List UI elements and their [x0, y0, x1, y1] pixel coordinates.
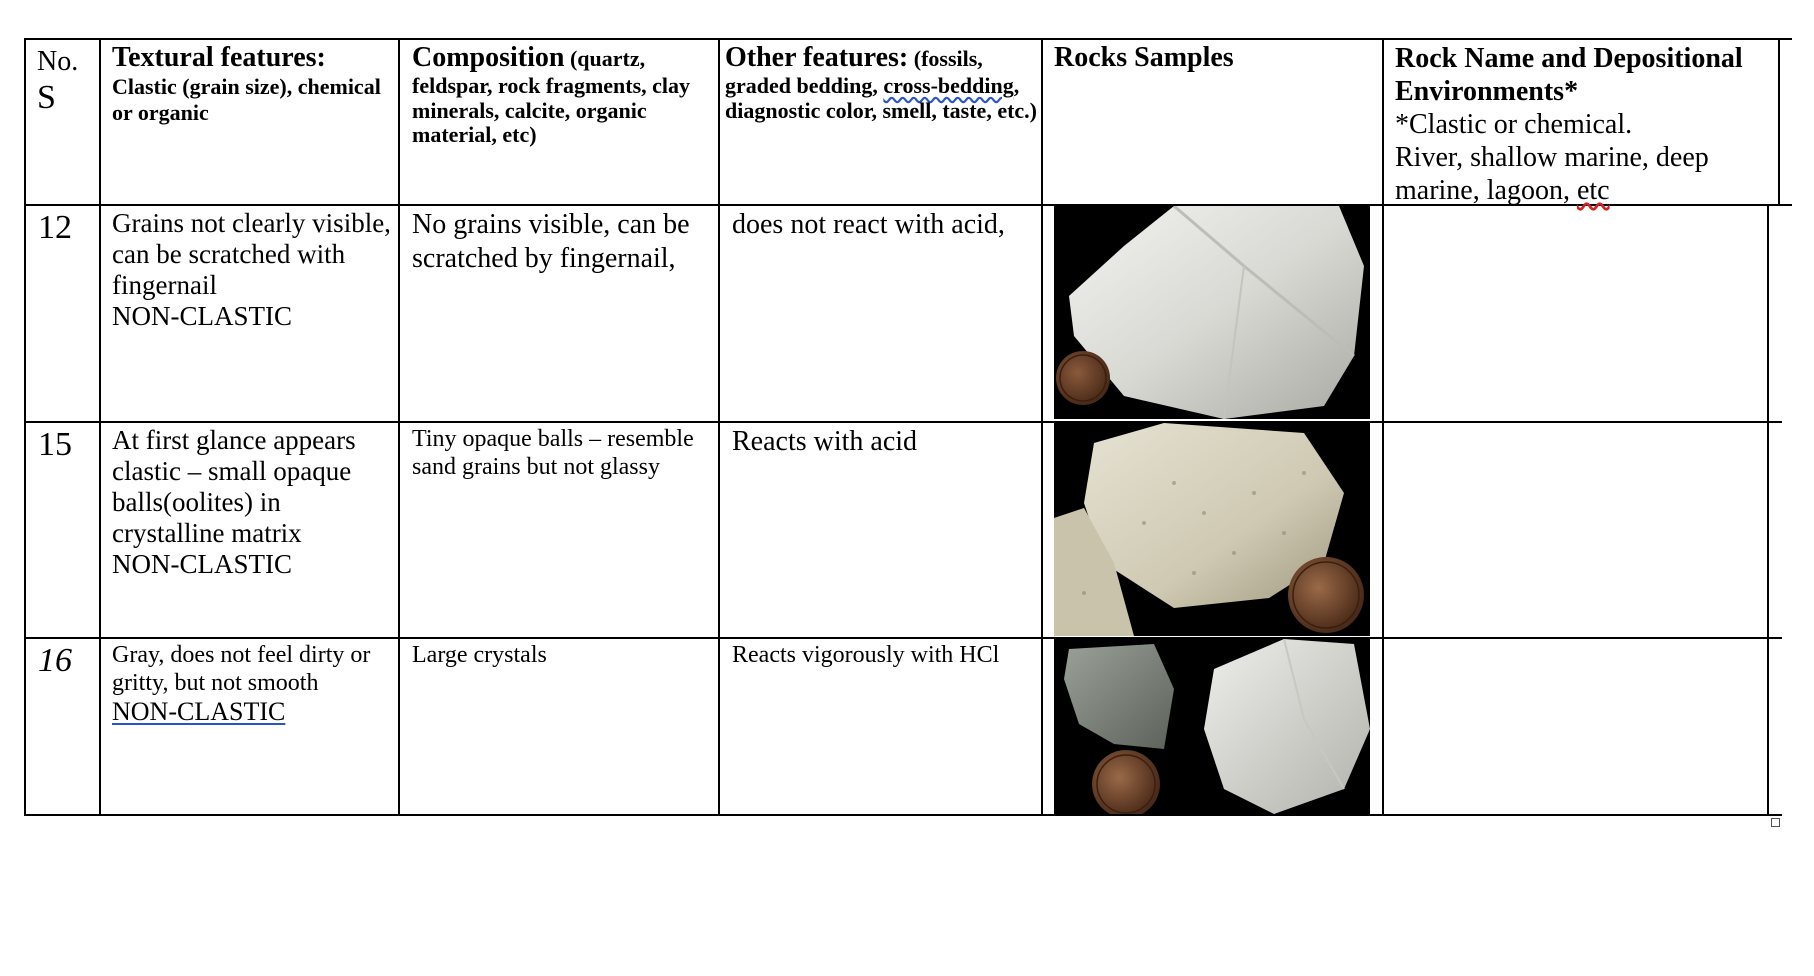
header-rocks-samples [1054, 42, 1374, 74]
header-composition-sub: feldspar, rock fragments, clay minerals, calcite, organic material, etc) [412, 73, 691, 147]
header-rock-name-note2b: etc [1576, 175, 1610, 207]
row-texture-text: Grains not clearly visible, can be scratched with fingernail [112, 208, 391, 301]
header-textural-sub: Clastic (grain size), chemical or organic [112, 74, 381, 125]
header-rock-name-note1: *Clastic or chemical. [1395, 109, 1633, 141]
header-rock-name [1395, 42, 1775, 207]
header-composition-sub-inline: (quartz, [564, 46, 646, 71]
border [1778, 38, 1780, 206]
row-number: 16 [38, 642, 72, 679]
row-number: 12 [38, 209, 72, 246]
header-no-line1: No. [37, 46, 79, 77]
rock-sample-photo-16 [1054, 639, 1370, 814]
border [718, 38, 720, 816]
row-composition: No grains visible, can be scratched by fingernail, [412, 209, 690, 274]
gray-crystalline-rocks-icon [1054, 639, 1370, 814]
header-other-sub-a: graded bedding, [725, 73, 884, 99]
row-texture-tag: NON-CLASTIC [112, 549, 292, 580]
header-rocks-samples-title: Rocks Samples [1054, 42, 1234, 73]
row-texture [112, 425, 394, 580]
border [1382, 38, 1384, 816]
header-rock-name-note2a: River, shallow marine, deep marine, lagoon, [1395, 142, 1709, 207]
row-texture-tag: NON-CLASTIC [112, 301, 292, 332]
header-no-line2: S [37, 79, 56, 117]
table-resize-handle[interactable] [1771, 818, 1780, 827]
rock-sample-photo-15 [1054, 423, 1370, 636]
row-other-features: Reacts with acid [732, 426, 918, 457]
row-other-features: does not react with acid, [732, 209, 1005, 240]
header-other-sub-line [725, 74, 1041, 98]
white-rock-icon [1054, 206, 1370, 419]
header-no [37, 46, 78, 117]
border [398, 38, 400, 816]
header-other-sub-inline: (fossils, [908, 46, 983, 71]
border [24, 421, 1782, 423]
header-rock-name-note2 [1395, 141, 1775, 207]
header-textural-features [112, 42, 392, 125]
header-composition-title: Composition [412, 42, 565, 73]
header-other-sub-b: , [1013, 73, 1020, 99]
header-other-title: Other features: [725, 42, 909, 73]
row-composition: Tiny opaque balls – resemble sand grains but not glassy [412, 426, 694, 481]
row-number: 15 [38, 426, 72, 463]
row-texture-text: At first glance appears clastic – small opaque balls(oolites) in crystalline matrix [112, 425, 356, 549]
border [24, 38, 26, 816]
header-rock-name-title: Rock Name and Depositional Environments* [1395, 43, 1743, 108]
oolitic-rock-icon [1054, 423, 1370, 636]
row-texture-tag: NON-CLASTIC [112, 697, 286, 727]
border [24, 38, 1792, 40]
rock-sample-photo-12 [1054, 206, 1370, 419]
header-other-sub-c: diagnostic color, smell, taste, etc.) [725, 97, 1038, 123]
header-other-features [725, 42, 1041, 123]
border [1041, 38, 1043, 816]
border [24, 637, 1782, 639]
border [99, 38, 101, 816]
header-other-sub-link: cross-bedding [883, 73, 1014, 99]
border [1767, 204, 1769, 816]
row-other-features: Reacts vigorously with HCl [732, 642, 1000, 668]
header-textural-title: Textural features: [112, 42, 326, 73]
row-texture [112, 641, 394, 728]
row-texture [112, 208, 394, 332]
row-composition: Large crystals [412, 642, 547, 668]
row-texture-text: Gray, does not feel dirty or gritty, but not smooth [112, 642, 371, 697]
border [24, 814, 1782, 816]
header-composition [412, 42, 712, 147]
